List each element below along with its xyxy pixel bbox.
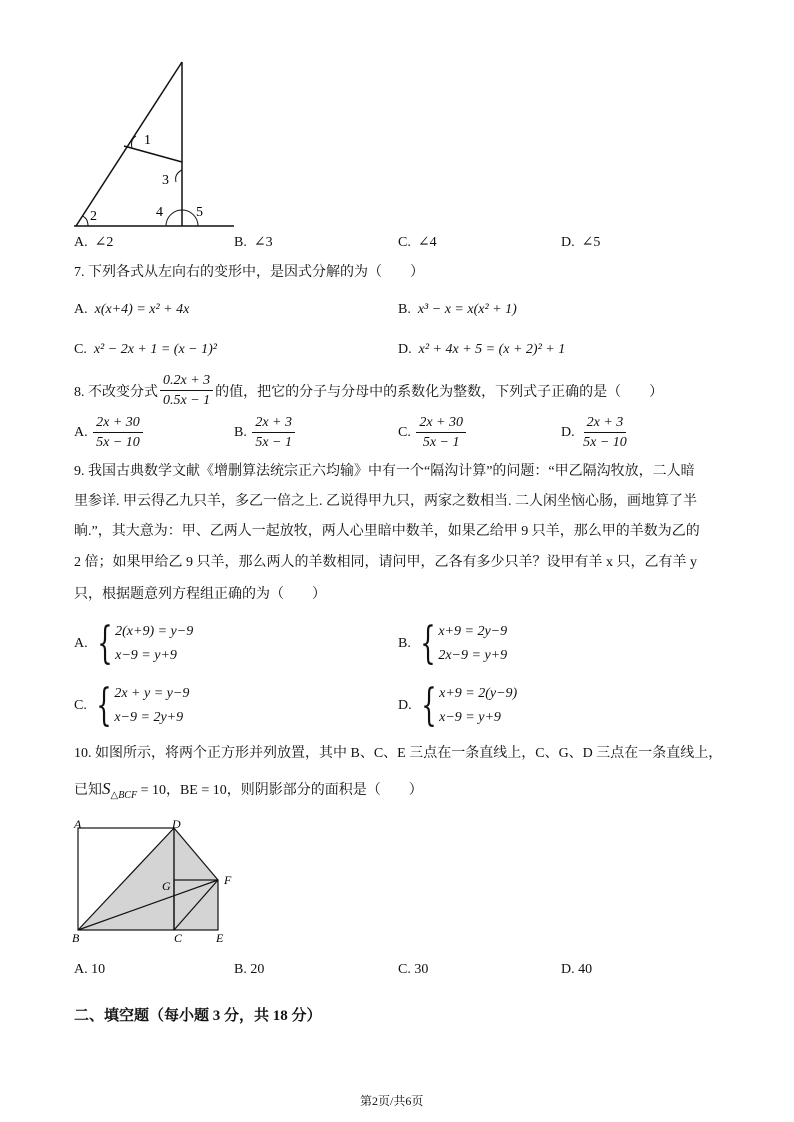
squares-figure [70, 818, 250, 946]
q8-fraction-num: 0.2x + 3 [160, 372, 213, 391]
q9-line-2: 里参详. 甲云得乙九只羊，多乙一倍之上. 乙说得甲九只，两家之数相当. 二人闲坐恼心肠，画地算了半 [74, 494, 697, 509]
fraction-num: 2x + 30 [416, 414, 466, 433]
option-label: A. [74, 424, 88, 440]
fraction-num: 2x + 3 [584, 414, 627, 433]
option-label: C. [74, 698, 87, 713]
q8-option-d[interactable] [561, 414, 632, 451]
equation-1: x+9 = 2y−9 [438, 624, 508, 639]
equation-2: x−9 = y+9 [439, 710, 501, 725]
q10-line-1: 10. 如图所示，将两个正方形并列放置，其中 B、C、E 三点在一条直线上，C、G、D 三点在一条直线上， [74, 746, 723, 761]
q7-option-a[interactable] [74, 298, 189, 322]
q8-stem-after: 的值，把它的分子与分母中的系数化为整数，下列式子正确的是（ ） [215, 384, 664, 400]
q6-option-a[interactable] [74, 231, 113, 255]
option-label: D. [398, 698, 412, 713]
fraction-den: 5x − 1 [255, 435, 293, 450]
option-label: A. [74, 636, 88, 651]
q10-option-a[interactable] [74, 958, 105, 982]
option-text: x(x+4) = x² + 4x [94, 302, 190, 317]
q10-option-b[interactable] [234, 958, 264, 982]
angle-label-1: 1 [144, 133, 151, 148]
q7-option-d[interactable] [398, 338, 565, 362]
option-label: B. [234, 235, 247, 250]
point-label-d: D [172, 818, 181, 831]
option-text: 30 [414, 962, 429, 977]
option-text: ∠5 [581, 235, 601, 250]
q9-line-1: 9. 我国古典数学文献《增删算法统宗正六均输》中有一个“隔沟计算”的问题：“甲乙隔沟牧放，二人暗 [74, 464, 695, 479]
equation-1: 2x + y = y−9 [114, 686, 190, 701]
option-label: A. [74, 235, 88, 250]
brace: { [96, 680, 113, 731]
equation-1: x+9 = 2(y−9) [439, 686, 518, 701]
equation-2: 2x−9 = y+9 [438, 648, 508, 663]
q8-option-c[interactable] [398, 414, 468, 451]
q8-option-b[interactable] [234, 414, 297, 451]
q9-option-d[interactable] [398, 682, 517, 730]
angle-label-2: 2 [90, 209, 97, 224]
option-text: x³ − x = x(x² + 1) [417, 302, 517, 317]
q6-option-b[interactable] [234, 231, 273, 255]
option-fraction [580, 414, 630, 451]
option-text: ∠2 [94, 235, 114, 250]
fraction-den: 5x − 1 [422, 435, 460, 450]
point-label-e: E [216, 931, 224, 945]
area-symbol: S [102, 779, 111, 798]
fraction-num: 2x + 30 [93, 414, 143, 433]
option-label: A. [74, 962, 88, 977]
equation-2: x−9 = y+9 [115, 648, 177, 663]
brace: { [97, 618, 113, 669]
option-fraction [252, 414, 295, 451]
option-label: B. [234, 962, 247, 977]
equation-2: x−9 = 2y+9 [114, 710, 184, 725]
angle-label-4: 4 [156, 205, 163, 220]
option-text: ∠4 [417, 235, 437, 250]
q9-line-4: 2 倍；如果甲给乙 9 只羊，那么两人的羊数相同，请问甲，乙各有多少只羊？设甲有羊 x 只，乙有羊 y [74, 555, 697, 570]
q9-option-a[interactable] [74, 620, 193, 668]
option-label: A. [74, 302, 88, 317]
point-label-a: A [74, 818, 82, 831]
point-label-b: B [72, 931, 80, 945]
q9-line-3: 晌.”，其大意为：甲、乙两人一起放牧，两人心里暗中数羊，如果乙给甲 9 只羊，那么甲的羊数为乙的 [74, 524, 700, 539]
area-subscript: △BCF [110, 789, 138, 801]
q8-stem-before: 8. 不改变分式 [74, 384, 158, 400]
q7-option-b[interactable] [398, 298, 517, 322]
q10-option-c[interactable] [398, 958, 428, 982]
option-label: D. [561, 235, 575, 250]
q9-option-b[interactable] [398, 620, 507, 668]
option-label: D. [561, 424, 575, 440]
point-label-c: C [174, 931, 183, 945]
q9-line-5: 只，根据题意列方程组正确的为（ ） [74, 587, 326, 602]
fraction-num: 2x + 3 [252, 414, 295, 433]
equation-1: 2(x+9) = y−9 [115, 624, 194, 639]
equation-system [90, 682, 189, 730]
option-text: ∠3 [253, 235, 273, 250]
q10-line-2 [74, 777, 423, 808]
option-label: D. [561, 962, 575, 977]
point-label-g: G [162, 879, 171, 893]
option-label: C. [398, 424, 411, 440]
brace: { [420, 618, 437, 669]
option-label: C. [398, 235, 411, 250]
q8-fraction [160, 372, 213, 409]
equation-system [414, 620, 507, 668]
option-text: x² + 4x + 5 = (x + 2)² + 1 [418, 342, 566, 357]
option-label: B. [398, 636, 411, 651]
q6-option-c[interactable] [398, 231, 437, 255]
q7-option-c[interactable] [74, 338, 217, 362]
q9-option-c[interactable] [74, 682, 189, 730]
option-label: C. [74, 342, 87, 357]
equation-system [91, 620, 193, 668]
option-label: D. [398, 342, 412, 357]
equation-system [415, 682, 517, 730]
point-label-f: F [224, 873, 232, 887]
option-fraction [416, 414, 466, 451]
brace: { [421, 680, 437, 731]
page-number: 第2页/共6页 [360, 1094, 424, 1108]
fraction-den: 5x − 10 [96, 435, 140, 450]
angle-label-3: 3 [162, 173, 169, 188]
q8-option-a[interactable] [74, 414, 145, 451]
angle-label-5: 5 [196, 205, 203, 220]
option-text: x² − 2x + 1 = (x − 1)² [93, 342, 217, 357]
fraction-den: 5x − 10 [583, 435, 627, 450]
option-text: 40 [578, 962, 593, 977]
q6-option-d[interactable] [561, 231, 600, 255]
q8-fraction-den: 0.5x − 1 [163, 393, 211, 408]
q10-prefix: 已知 [74, 783, 102, 798]
angle-figure [66, 58, 236, 230]
q8-stem [74, 372, 663, 409]
section-title: 二、填空题（每小题 3 分，共 18 分） [74, 1008, 322, 1024]
q10-mid: = 10，BE = 10，则阴影部分的面积是（ ） [137, 783, 423, 798]
q7-stem: 7. 下列各式从左向右的变形中，是因式分解的为（ ） [74, 265, 424, 280]
option-text: 10 [91, 962, 106, 977]
option-label: B. [398, 302, 411, 317]
option-label: C. [398, 962, 411, 977]
option-fraction [93, 414, 143, 451]
option-text: 20 [250, 962, 265, 977]
option-label: B. [234, 424, 247, 440]
q10-option-d[interactable] [561, 958, 592, 982]
